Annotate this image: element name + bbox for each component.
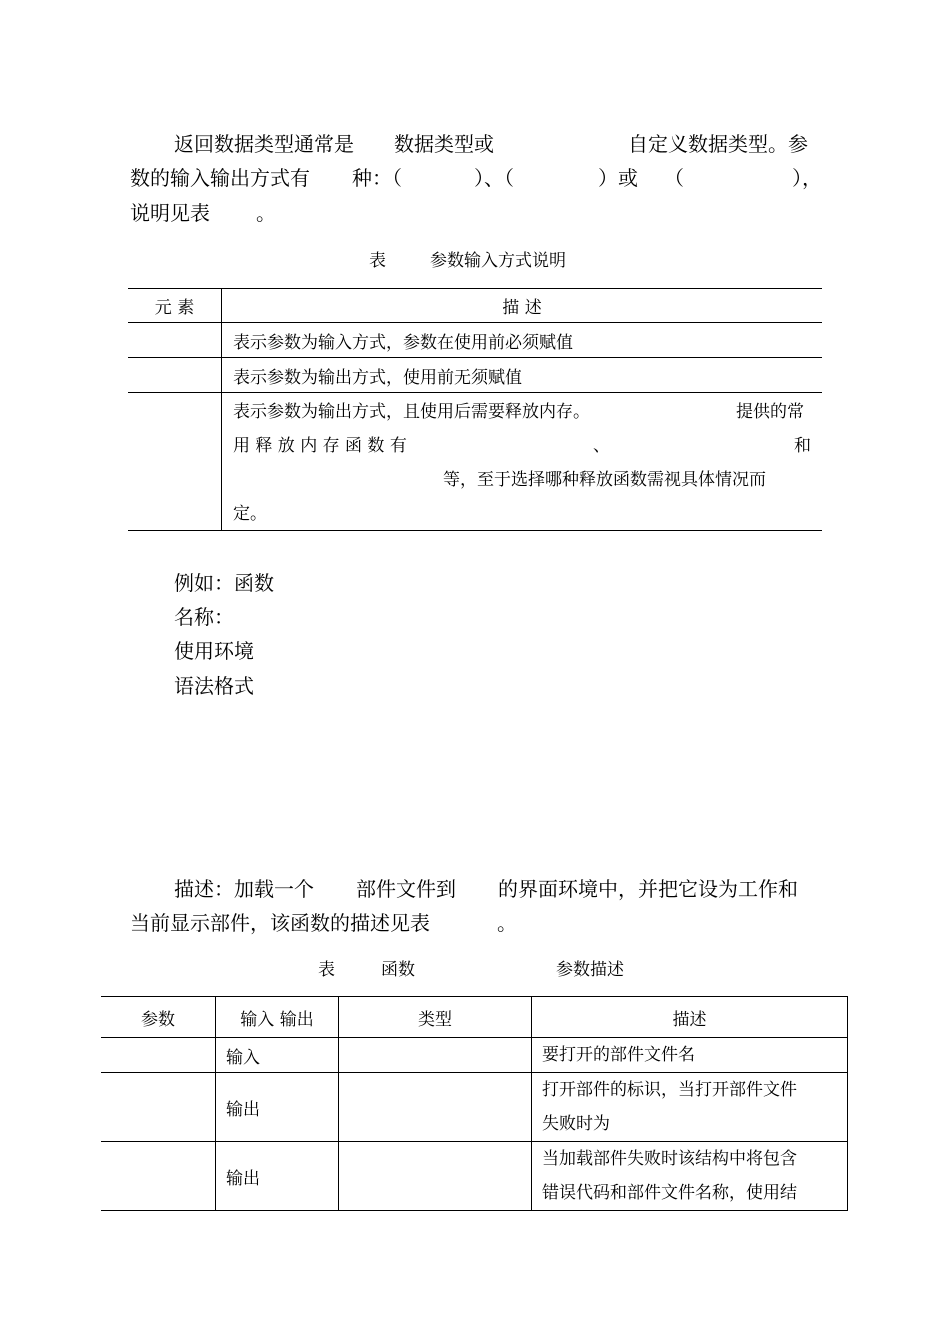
intro-line2-a: 数的输入输出方式有 <box>130 166 310 190</box>
desc-line2-b: 。 <box>497 911 517 935</box>
row-description <box>532 1142 848 1211</box>
table1-caption-prefix: 表 <box>369 251 386 271</box>
table2-caption-title: 参数描述 <box>556 960 624 980</box>
row-description: 要打开的部件文件名 <box>532 1038 848 1073</box>
row-description <box>532 1073 848 1142</box>
header-description: 描 述 <box>222 289 823 323</box>
row-io: 输入 <box>216 1038 339 1073</box>
row-element <box>128 323 222 358</box>
intro-line1-b: 数据类型或 <box>394 132 494 156</box>
row-element <box>128 393 222 531</box>
header-io: 输入 输出 <box>216 997 339 1038</box>
intro-line1-a: 返回数据类型通常是 <box>174 132 354 156</box>
row3-desc-line2-a: 用 释 放 内 存 函 数 有 <box>233 436 407 456</box>
table2-caption-prefix: 表 <box>318 960 335 980</box>
desc-line1-c: 的界面环境中，并把它设为工作和 <box>498 877 798 901</box>
example-line1: 例如：函数 <box>174 571 274 595</box>
header-description: 描述 <box>532 997 848 1038</box>
row-description-line: 错误代码和部件文件名称，使用结 <box>542 1183 797 1203</box>
intro-line1-c: 自定义数据类型。参 <box>628 132 808 156</box>
table-row <box>128 358 822 393</box>
table-header-row <box>101 997 848 1038</box>
row-description-line: 失败时为 <box>542 1114 610 1134</box>
example-line3: 使用环境 <box>174 639 254 663</box>
row-io: 输出 <box>216 1142 339 1211</box>
row-type <box>339 1142 532 1211</box>
intro-line3-end: 。 <box>256 201 276 225</box>
row3-desc-line1-a: 表示参数为输出方式，且使用后需要释放内存。 <box>233 402 590 422</box>
table-row <box>101 1142 848 1211</box>
header-param: 参数 <box>101 997 216 1038</box>
row-description: 表示参数为输入方式，参数在使用前必须赋值 <box>222 323 823 358</box>
parameter-mode-table <box>128 288 822 531</box>
table-row <box>128 323 822 358</box>
row-description: 表示参数为输出方式，使用前无须赋值 <box>222 358 823 393</box>
row-param <box>101 1073 216 1142</box>
table-header-row <box>128 289 822 323</box>
row-element <box>128 358 222 393</box>
row3-desc-line2-b: 、 <box>593 436 610 456</box>
desc-line2-a: 当前显示部件，该函数的描述见表 <box>130 911 430 935</box>
row-param <box>101 1038 216 1073</box>
row3-desc-line1-b: 提供的常 <box>736 402 804 422</box>
table1-caption-title: 参数输入方式说明 <box>430 251 566 271</box>
table-row <box>101 1073 848 1142</box>
row-io: 输出 <box>216 1073 339 1142</box>
intro-line2-d: ）或 <box>598 166 638 190</box>
desc-line1-a: 描述：加载一个 <box>174 877 314 901</box>
row-description <box>222 393 823 531</box>
header-type: 类型 <box>339 997 532 1038</box>
table-row <box>101 1038 848 1073</box>
header-element: 元 素 <box>128 289 222 323</box>
intro-line2-c: ）、（ <box>474 166 514 190</box>
row-description-line: 当加载部件失败时该结构中将包含 <box>542 1149 797 1169</box>
example-line4: 语法格式 <box>174 674 254 698</box>
function-parameter-table <box>101 996 848 1211</box>
row-param <box>101 1142 216 1211</box>
row3-desc-line3: 等，至于选择哪种释放函数需视具体情况而 <box>443 470 766 490</box>
row-description-line: 打开部件的标识，当打开部件文件 <box>542 1080 797 1100</box>
table2-caption-func: 函数 <box>381 960 415 980</box>
intro-line3: 说明见表 <box>130 201 210 225</box>
example-line2: 名称： <box>174 605 234 629</box>
intro-line2-f: ）， <box>792 166 822 190</box>
row3-desc-line4: 定。 <box>233 504 267 524</box>
intro-line2-b: 种：（ <box>352 166 402 190</box>
table-row <box>128 393 822 531</box>
row-type <box>339 1073 532 1142</box>
intro-line2-e: （ <box>664 166 684 190</box>
desc-line1-b: 部件文件到 <box>356 877 456 901</box>
row-type <box>339 1038 532 1073</box>
row3-desc-line2-c: 和 <box>794 436 811 456</box>
